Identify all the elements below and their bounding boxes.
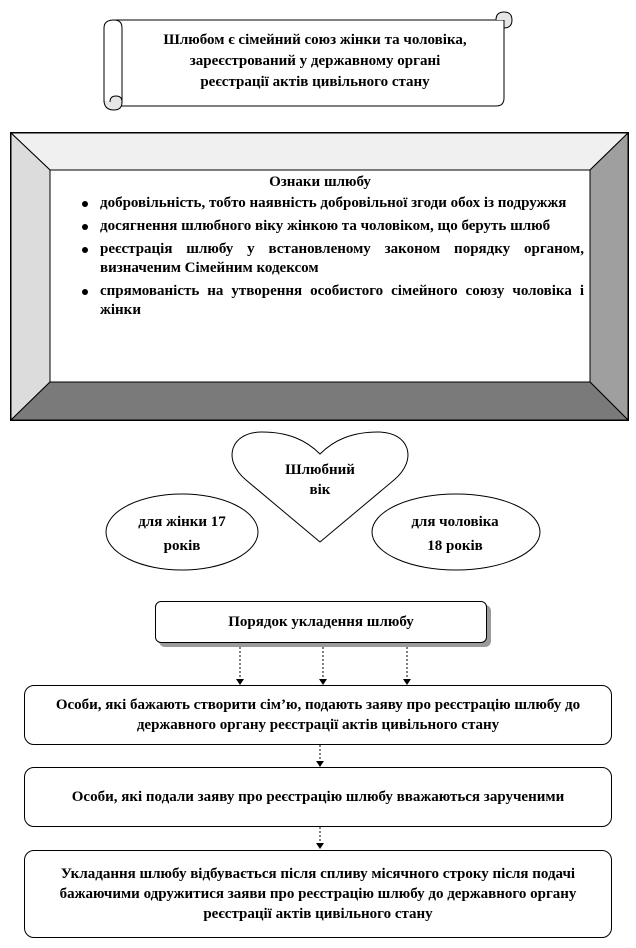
feature-item <box>50 194 590 213</box>
definition-line-3: реєстрації актів цивільного стану <box>200 74 430 90</box>
definition-line-1-rest: є сімейний союз жінки та чоловіка, <box>224 32 467 48</box>
age-diagram <box>0 430 636 590</box>
female-age-line-1: для жінки 17 <box>138 514 226 530</box>
male-age-line-2: 18 років <box>427 538 483 554</box>
feature-item-text: досягнення шлюбного віку жінкою та чоловіком, що беруть шлюб <box>100 218 551 234</box>
features-panel <box>50 170 590 380</box>
male-age-label <box>380 512 530 556</box>
order-step-2: Особи, які подали заяву про реєстрацію шлюбу вважаються зарученими <box>24 767 612 827</box>
heart-label-line-1: Шлюбний <box>285 462 355 478</box>
features-list <box>50 194 590 320</box>
feature-item-text: добровільність, тобто наявність добровільної згоди обох із подружжя <box>100 195 567 211</box>
feature-item <box>50 282 590 320</box>
feature-item <box>50 217 590 236</box>
feature-item <box>50 240 590 278</box>
male-age-line-1: для чоловіка <box>411 514 499 530</box>
feature-item-text: реєстрація шлюбу у встановленому законом порядку органом, визначеним Сімейним кодексом <box>100 241 584 276</box>
female-age-line-2: років <box>163 538 201 554</box>
heart-label-line-2: вік <box>309 482 331 498</box>
order-title-box: Порядок укладення шлюбу <box>155 601 487 643</box>
definition-line-2: зареєстрований у державному органі <box>189 53 441 69</box>
bullet-icon <box>82 289 88 295</box>
definition-term: Шлюбом <box>163 32 225 48</box>
feature-item-text: спрямованість на утворення особистого сімейного союзу чоловіка і жінки <box>100 283 584 318</box>
heart-label <box>280 460 360 500</box>
definition-text <box>130 30 500 93</box>
definition-line-1 <box>130 30 500 51</box>
flow-arrows <box>0 645 636 865</box>
bullet-icon <box>82 224 88 230</box>
features-title: Ознаки шлюбу <box>269 174 371 190</box>
female-age-label <box>112 512 252 556</box>
bullet-icon <box>82 247 88 253</box>
order-step-1: Особи, які бажають створити сім’ю, подають заяву про реєстрацію шлюбу до державного органу реєстрації актів цивільного стану <box>24 685 612 745</box>
order-step-3: Укладання шлюбу відбувається після спливу місячного строку після подачі бажаючими одружитися заяви про реєстрацію шлюбу до державного органу реєстрації актів цивільного стану <box>24 850 612 938</box>
bullet-icon <box>82 201 88 207</box>
